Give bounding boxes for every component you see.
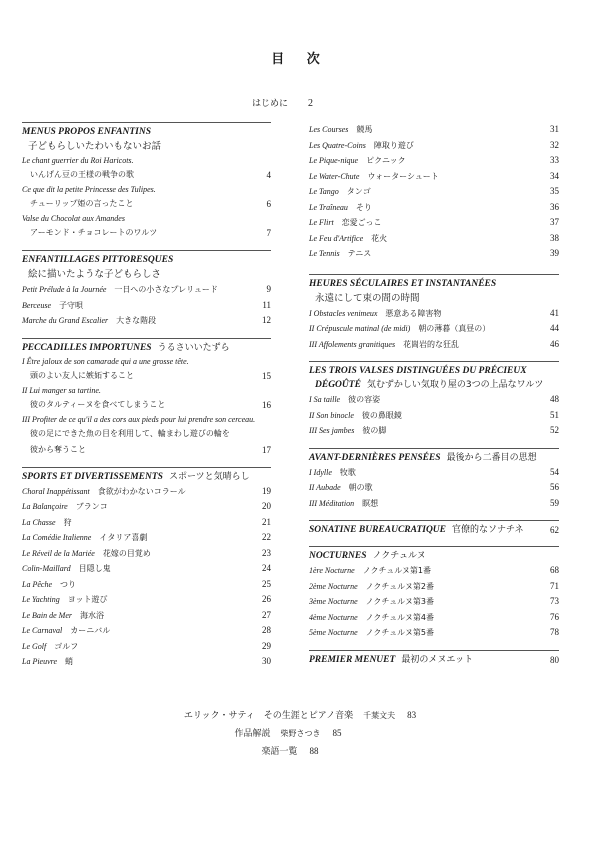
title-fr: Ce que dit la petite Princesse des Tulipes. xyxy=(22,185,156,194)
section-heading xyxy=(309,524,559,537)
title-ja: 競馬 xyxy=(356,125,373,134)
section-heading xyxy=(309,365,559,378)
page-number: 48 xyxy=(550,394,559,404)
section-title-fr: AVANT-DERNIÈRES PENSÉES xyxy=(309,452,441,463)
title-ja: 彼のタルティーヌを食べてしまうこと xyxy=(30,399,166,409)
footer-entry xyxy=(0,708,600,721)
title-ja: タンゴ xyxy=(346,187,371,196)
title-ja: 瞑想 xyxy=(362,498,379,508)
section-title-fr: SPORTS ET DIVERTISSEMENTS xyxy=(22,471,163,482)
title-ja: 朝の薄暮（真昼の） xyxy=(418,324,491,333)
title-ja: 頭のよい友人に嫉妬すること xyxy=(30,370,134,380)
title-ja: ノクチュルヌ第1番 xyxy=(362,566,431,575)
page-number: 88 xyxy=(309,746,319,756)
toc-row xyxy=(22,154,271,167)
title-fr: La Comédie Italienne xyxy=(22,533,92,542)
section-title-ja: 官僚的なソナチネ xyxy=(452,525,524,535)
footer-author: 千葉文夫 xyxy=(363,711,396,720)
footer-author: 柴野さつき xyxy=(280,729,321,738)
page-number: 17 xyxy=(262,444,271,455)
toc-row xyxy=(22,530,271,546)
title-ja: ノクチュルヌ第4番 xyxy=(365,612,434,622)
footer-entry xyxy=(0,726,588,739)
toc-row xyxy=(309,200,559,216)
title-ja: つり xyxy=(60,579,76,589)
footer-title: エリック・サティ その生涯とピアノ音楽 xyxy=(183,711,354,721)
page-number: 29 xyxy=(262,640,271,651)
left-column xyxy=(22,122,271,679)
footer-title: 楽語一覧 xyxy=(261,747,298,757)
section-heading xyxy=(22,254,271,267)
page-number: 73 xyxy=(550,596,559,606)
title-fr: Le Pique-nique xyxy=(309,156,359,165)
intro-entry xyxy=(252,96,313,109)
toc-row xyxy=(309,625,559,641)
title-ja: 目隠し鬼 xyxy=(78,564,111,573)
page-number: 34 xyxy=(550,170,559,181)
page-number: 62 xyxy=(550,525,559,535)
page-number: 46 xyxy=(550,338,559,349)
title-fr: La Pieuvre xyxy=(22,657,58,666)
title-fr: Le Réveil de la Mariée xyxy=(22,548,95,558)
page-number: 85 xyxy=(332,728,342,738)
title-ja: 彼から奪うこと xyxy=(30,444,86,454)
title-ja: ヨット遊び xyxy=(67,595,108,604)
title-ja: ノクチュルヌ第2番 xyxy=(365,581,434,591)
page-number: 2 xyxy=(308,98,314,109)
toc-row xyxy=(22,654,271,670)
section-title-ja: 最初のメヌエット xyxy=(401,654,474,665)
toc-row xyxy=(309,215,559,231)
section-title-ja: うるさいいたずら xyxy=(157,342,230,353)
title-ja: 彼の容姿 xyxy=(348,395,381,404)
page-number: 41 xyxy=(550,307,559,318)
section-title-fr: DÉGOÛTÉ xyxy=(315,380,361,390)
title-ja: アーモンド・チョコレートのワルツ xyxy=(30,228,158,237)
title-ja: ピクニック xyxy=(366,156,406,165)
title-fr: II Aubade xyxy=(309,483,341,492)
page-number: 27 xyxy=(262,609,271,620)
title-fr: I Idylle xyxy=(309,467,332,477)
page-number: 35 xyxy=(550,186,559,196)
section-subtitle: 絵に描いたような子どもらしさ xyxy=(28,269,162,280)
title-fr: Le Carnaval xyxy=(22,626,63,635)
toc-row xyxy=(309,594,559,610)
toc-row xyxy=(22,484,271,500)
title-ja: 恋愛ごっこ xyxy=(341,218,382,227)
title-fr: Le Feu d'Artifice xyxy=(309,233,364,243)
title-fr: II Crépuscule matinal (de midi) xyxy=(309,324,411,333)
toc-row xyxy=(309,153,559,169)
toc-row xyxy=(22,561,271,577)
toc-row xyxy=(309,392,559,408)
title-ja: 花火 xyxy=(371,233,388,243)
page-title: 目 次 xyxy=(271,52,329,67)
page-number: 23 xyxy=(262,547,271,558)
section-title-fr: HEURES SÉCULAIRES ET INSTANTANÉES xyxy=(309,278,497,289)
title-fr: La Balançoire xyxy=(22,502,68,511)
page-number: 71 xyxy=(550,580,559,591)
page-number: 52 xyxy=(550,425,559,435)
title-ja: 彼の鼻眼鏡 xyxy=(361,410,402,420)
toc-section-continued xyxy=(309,122,559,262)
toc-row xyxy=(22,426,271,442)
page-number: 9 xyxy=(266,284,271,294)
section-heading xyxy=(22,342,271,355)
page-number: 16 xyxy=(262,399,271,410)
toc-row xyxy=(309,321,559,337)
title-ja: ゴルフ xyxy=(54,641,79,651)
toc-row xyxy=(309,122,559,138)
toc-row xyxy=(22,413,271,426)
title-fr: Les Courses xyxy=(309,125,349,134)
title-ja: 悪意ある障害物 xyxy=(385,308,442,318)
title-fr: III Affolements granitiques xyxy=(309,339,396,349)
title-ja: ブランコ xyxy=(75,502,108,511)
title-fr: Le Tennis xyxy=(309,249,340,258)
title-ja: 食欲がわかないコラール xyxy=(97,486,186,496)
page-number: 37 xyxy=(550,217,559,227)
title-fr: III Méditation xyxy=(309,498,355,508)
page-number: 28 xyxy=(262,625,271,635)
toc-section xyxy=(22,250,271,329)
section-title-fr: NOCTURNES xyxy=(309,551,367,561)
title-fr: II Lui manger sa tartine. xyxy=(22,385,101,395)
page-number: 32 xyxy=(550,139,559,150)
page-number: 44 xyxy=(550,323,559,333)
title-fr: I Être jaloux de son camarade qui a une grosse tête. xyxy=(22,356,189,366)
page-number: 11 xyxy=(262,299,271,310)
title-ja: 花嫁の目覚め xyxy=(102,548,151,558)
title-ja: 狩 xyxy=(63,517,72,527)
page-number: 4 xyxy=(266,170,271,180)
title-fr: I Obstacles venimeux xyxy=(309,308,378,318)
toc-row xyxy=(22,639,271,655)
title-ja: ウォーターシュート xyxy=(367,171,439,181)
title-ja: 一日への小さなプレリュード xyxy=(114,285,218,294)
toc-row xyxy=(22,196,271,212)
title-fr: Berceuse xyxy=(22,300,52,310)
section-subtitle: 子どもらしいたわいもないお話 xyxy=(28,141,162,152)
toc-section xyxy=(22,338,271,458)
toc-section xyxy=(309,650,559,667)
title-fr: Choral Inappétissant xyxy=(22,486,90,496)
toc-row xyxy=(309,579,559,595)
page-number: 30 xyxy=(262,656,271,666)
toc-row xyxy=(22,515,271,531)
title-ja: カーニバル xyxy=(70,626,111,635)
toc-row xyxy=(22,577,271,593)
toc-row xyxy=(309,306,559,322)
page-number: 78 xyxy=(550,627,559,637)
page-number: 20 xyxy=(262,501,271,511)
page-number: 6 xyxy=(266,199,271,209)
toc-row xyxy=(22,368,271,384)
title-fr: Petit Prélude à la Journée xyxy=(22,285,107,294)
title-fr: 1ère Nocturne xyxy=(309,566,355,575)
toc-row xyxy=(22,225,271,241)
toc-row xyxy=(309,480,559,496)
toc-row xyxy=(309,231,559,247)
title-ja: 朝の歌 xyxy=(348,483,373,492)
section-heading xyxy=(309,550,559,563)
toc-row xyxy=(309,184,559,200)
toc-row xyxy=(309,246,559,262)
intro-label: はじめに xyxy=(252,99,289,109)
title-fr: 4ème Nocturne xyxy=(309,612,358,622)
page-number: 26 xyxy=(262,594,271,604)
title-fr: Le Water-Chute xyxy=(309,171,360,181)
toc-row xyxy=(22,282,271,298)
page-number: 56 xyxy=(550,482,559,492)
title-fr: 5ème Nocturne xyxy=(309,628,358,637)
page-number: 39 xyxy=(550,248,559,258)
title-ja: 海水浴 xyxy=(80,610,104,620)
section-heading xyxy=(309,654,559,667)
title-ja: 彼の足にできた魚の目を利用して、輪まわし遊びの輪を xyxy=(30,428,230,438)
title-fr: Les Quatre-Coins xyxy=(309,140,366,150)
footer-title: 作品解説 xyxy=(234,729,271,739)
section-heading-cont xyxy=(309,378,559,392)
title-fr: II Son binocle xyxy=(309,410,354,420)
toc-row xyxy=(22,183,271,196)
section-heading xyxy=(309,452,559,465)
section-heading xyxy=(309,278,559,291)
section-subtitle: 永遠にして束の間の時間 xyxy=(315,292,420,304)
title-ja: イタリア喜劇 xyxy=(99,533,148,542)
page-number: 21 xyxy=(262,516,271,527)
page-number: 25 xyxy=(262,578,271,589)
toc-row xyxy=(22,313,271,329)
page-number: 76 xyxy=(550,611,559,622)
page-number: 19 xyxy=(262,485,271,496)
toc-row xyxy=(22,397,271,413)
page-number: 22 xyxy=(262,532,271,542)
section-heading xyxy=(22,126,271,139)
toc-row xyxy=(22,442,271,458)
toc-row xyxy=(22,592,271,608)
title-fr: Colin-Maillard xyxy=(22,564,71,573)
toc-section xyxy=(22,122,271,241)
title-ja: 陣取り遊び xyxy=(373,140,414,150)
section-title-ja: 最後から二番目の思想 xyxy=(446,452,537,463)
page-number: 15 xyxy=(262,370,271,381)
title-ja: 彼の脚 xyxy=(362,426,387,435)
toc-row xyxy=(309,610,559,626)
toc-row xyxy=(309,465,559,481)
toc-section xyxy=(309,546,559,641)
title-ja: 蛸 xyxy=(65,657,74,666)
title-fr: Le Yachting xyxy=(22,595,60,604)
title-ja: 花崗岩的な狂乱 xyxy=(403,339,460,349)
toc-section xyxy=(309,274,559,353)
toc-row xyxy=(309,138,559,154)
page-number: 38 xyxy=(550,232,559,243)
page-number: 7 xyxy=(266,228,271,238)
title-fr: Le Traîneau xyxy=(309,202,348,212)
toc-row xyxy=(309,337,559,353)
title-fr: III Ses jambes xyxy=(309,426,355,435)
title-fr: 3ème Nocturne xyxy=(309,597,358,606)
title-fr: III Profiter de ce qu'il a des cors aux pieds pour lui prendre son cerceau. xyxy=(22,414,256,424)
title-ja: ノクチュルヌ第5番 xyxy=(365,628,434,637)
title-fr: 2ème Nocturne xyxy=(309,581,358,591)
section-heading xyxy=(22,471,271,484)
toc-section xyxy=(309,361,559,439)
title-fr: La Chasse xyxy=(22,517,56,527)
title-fr: Le Bain de Mer xyxy=(22,610,72,620)
toc-row xyxy=(22,499,271,515)
toc-section xyxy=(22,467,271,670)
section-title-ja: 気むずかしい気取り屋の3つの上品なワルツ xyxy=(366,380,544,390)
title-ja: 牧歌 xyxy=(339,467,356,477)
toc-row xyxy=(309,563,559,579)
title-ja: テニス xyxy=(347,249,372,258)
title-ja: 子守唄 xyxy=(59,300,84,310)
toc-section xyxy=(309,520,559,537)
section-title-ja: ノクチュルヌ xyxy=(372,551,426,561)
page-number: 31 xyxy=(550,124,559,134)
section-title-ja: スポーツと気晴らし xyxy=(168,471,250,482)
page-number: 83 xyxy=(407,710,417,720)
section-title-fr: ENFANTILLAGES PITTORESQUES xyxy=(22,255,174,265)
toc-row xyxy=(22,355,271,368)
title-fr: Le Tango xyxy=(309,187,339,196)
title-fr: Le Golf xyxy=(22,641,47,651)
page-number: 24 xyxy=(262,563,271,573)
page-number: 33 xyxy=(550,155,559,165)
title-ja: いんげん豆の王様の戦争の歌 xyxy=(30,170,134,179)
page-number: 12 xyxy=(262,315,271,325)
title-fr: Marche du Grand Escalier xyxy=(22,316,109,325)
toc-row xyxy=(22,623,271,639)
page-number: 68 xyxy=(550,565,559,575)
toc-row xyxy=(22,384,271,397)
page-number: 36 xyxy=(550,201,559,212)
footer-entry xyxy=(0,744,590,757)
toc-row xyxy=(22,167,271,183)
toc-section xyxy=(309,448,559,512)
page-number: 80 xyxy=(550,654,559,665)
title-fr: Le chant guerrier du Roi Haricots. xyxy=(22,156,134,165)
toc-row xyxy=(309,169,559,185)
title-ja: そり xyxy=(355,202,372,212)
section-title-fr: MENUS PROPOS ENFANTINS xyxy=(22,127,151,137)
toc-row xyxy=(22,546,271,562)
page-number: 51 xyxy=(550,409,559,420)
page-number: 54 xyxy=(550,466,559,477)
toc-row xyxy=(309,423,559,439)
title-fr: Le Flirt xyxy=(309,218,334,227)
title-fr: La Pêche xyxy=(22,579,52,589)
page-number: 59 xyxy=(550,497,559,508)
section-title-fr: PREMIER MENUET xyxy=(309,654,396,665)
section-title-fr: SONATINE BUREAUCRATIQUE xyxy=(309,525,446,535)
toc-row xyxy=(309,408,559,424)
toc-row xyxy=(22,212,271,225)
section-title-fr: PECCADILLES IMPORTUNES xyxy=(22,342,152,353)
right-column xyxy=(309,122,559,676)
title-ja: チューリップ姫の言ったこと xyxy=(30,199,134,208)
section-title-fr: LES TROIS VALSES DISTINGUÉES DU PRÉCIEUX xyxy=(309,366,527,376)
title-ja: ノクチュルヌ第3番 xyxy=(365,597,434,606)
title-fr: Valse du Chocolat aux Amandes xyxy=(22,214,125,223)
title-fr: I Sa taille xyxy=(309,395,341,404)
toc-row xyxy=(22,608,271,624)
toc-row xyxy=(22,298,271,314)
toc-row xyxy=(309,496,559,512)
title-ja: 大きな階段 xyxy=(116,316,157,325)
